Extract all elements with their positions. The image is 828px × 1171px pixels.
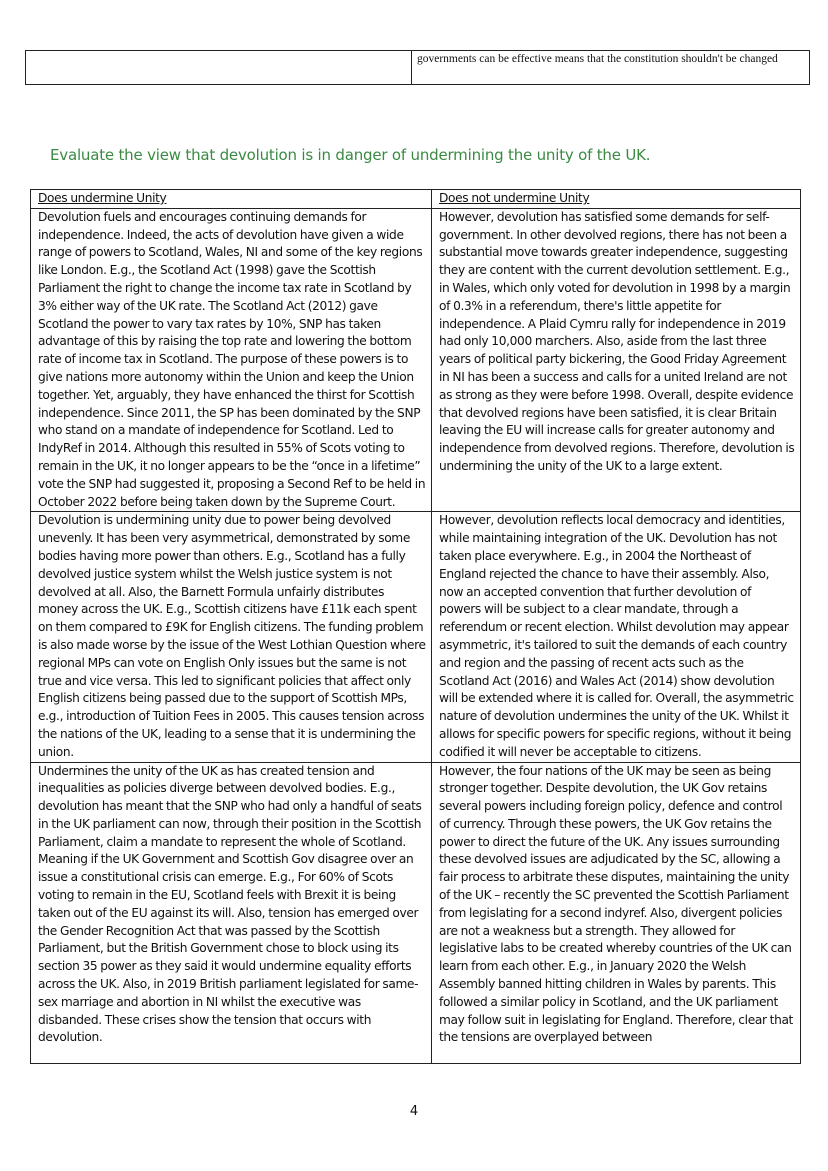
top-table-right-cell: governments can be effective means that the constitution shouldn't be changed [412, 51, 810, 85]
table-row [31, 208, 801, 512]
table-header-row [31, 190, 801, 209]
table-row [31, 762, 801, 1063]
undermine-cell: Devolution is undermining unity due to power being devolved unevenly. It has been very asymmetrical, demonstrated by some bodies having more power than others. E.g., Scotland has a fully devolved justice system whilst the Welsh justice system is not devolved at all. Also, the Barnett Formula unfairly distributes money across the UK. E.g., Scottish citizens have £11k each spent on them compared to £9K for English citizens. The funding problem is also made worse by the issue of the West Lothian Question where regional MPs can vote on English Only issues but the same is not true and vice versa. This led to significant policies that affect only English citizens being passed due to the support of Scottish MPs, e.g., introduction of Tuition Fees in 2005. This causes tension across the nations of the UK, leading to a sense that it is undermining the union. [31, 512, 432, 762]
not-undermine-cell [432, 762, 801, 1063]
page-number: 4 [409, 1104, 419, 1119]
evaluation-table [30, 189, 801, 1064]
undermine-cell-text: Undermines the unity of the UK as has created tension and inequalities as policies diverge between devolved bodies. E.g., devolution has meant that the SNP who had only a handful of seats in the UK parliament can now, through their position in the Scottish Parliament, claim a mandate to represent the whole of Scotland. Meaning if the UK Government and Scottish Gov disagree over an issue a constitutional crisis can emerge. E.g., For 60% of Scots voting to remain in the EU, Scotland feels with Brexit it is being taken out of the EU against its will. Also, tension has emerged over the Gender Recognition Act that was passed by the Scottish Parliament, but the British Government chose to block using its section 35 power as they said it would undermine equality efforts across the UK. Also, in 2019 British parliament legislated for same-sex marriage and abortion in NI whilst the executive was disbanded. These crises show the tension that occurs with devolution. [38, 763, 422, 1045]
undermine-cell: Devolution fuels and encourages continuing demands for independence. Indeed, the acts of devolution have given a wide range of powers to Scotland, Wales, NI and some of the key regions like London. E.g., the Scotland Act (1998) gave the Scottish Parliament the right to change the income tax rate in Scotland by 3% either way of the UK rate. The Scotland Act (2012) gave Scotland the power to vary tax rates by 10%, SNP has taken advantage of this by raising the top rate and lowering the bottom rate of income tax in Scotland. The purpose of these powers is to give nations more autonomy within the Union and keep the Union together. Yet, arguably, they have enhanced the thirst for Scottish independence. Since 2011, the SP has been dominated by the SNP who stand on a mandate of independence for Scotland. Led to IndyRef in 2014. Although this resulted in 55% of Scots voting to remain in the UK, it no longer appears to be the “once in a lifetime” vote the SNP had suggested it, proposing a Second Ref to be held in October 2022 before being taken down by the Supreme Court. [31, 208, 432, 512]
undermine-cell [31, 762, 432, 1063]
not-undermine-cell-text: However, the four nations of the UK may be seen as being stronger together. Despite devolution, the UK Gov retains several powers including foreign policy, defence and control of currency. Through these powers, the UK Gov retains the power to direct the future of the UK. Any issues surrounding these devolved issues are adjudicated by the SC, allowing a fair process to arbitrate these disputes, maintaining the unity of the UK – recently the SC prevented the Scottish Parliament from legislating for a second indyref. Also, divergent policies are not a weakness but a strength. They allowed for legislative labs to be created whereby countries of the UK can learn from each other. E.g., in January 2020 the Welsh Assembly banned hitting children in Wales by parents. This followed a similar policy in Scotland, and the UK parliament may follow suit in legislating for England. Therefore, clear that the tensions are overplayed between [439, 763, 793, 1045]
not-undermine-cell: However, devolution reflects local democracy and identities, while maintaining integration of the UK. Devolution has not taken place everywhere. E.g., in 2004 the Northeast of England rejected the chance to have their assembly. Also, now an accepted convention that further devolution of powers will be subject to a clear mandate, through a referendum or recent election. Whilst devolution may appear asymmetric, it's tailored to suit the demands of each country and region and the passing of recent acts such as the Scotland Act (2016) and Wales Act (2014) show devolution will be extended where it is called for. Overall, the asymmetric nature of devolution undermines the unity of the UK. Whilst it allows for specific powers for specific regions, without it being codified it will never be acceptable to citizens. [432, 512, 801, 762]
column-header-not-undermine: Does not undermine Unity [432, 190, 801, 209]
not-undermine-cell: However, devolution has satisfied some demands for self-government. In other devolved regions, there has not been a substantial move towards greater independence, suggesting they are content with the current devolution settlement. E.g., in Wales, which only voted for devolution in 1998 by a margin of 0.3% in a referendum, there's little appetite for independence. A Plaid Cymru rally for independence in 2019 had only 10,000 marchers. Also, aside from the last three years of political party bickering, the Good Friday Agreement in NI has been a success and calls for a united Ireland are not as strong as they were before 1998. Overall, despite evidence that devolved regions have been satisfied, it is clear Britain leaving the EU will increase calls for greater autonomy and independence from devolved regions. Therefore, devolution is undermining the unity of the UK to a large extent. [432, 208, 801, 512]
top-table-left-cell [26, 51, 412, 85]
previous-page-table [25, 50, 810, 85]
essay-question-heading: Evaluate the view that devolution is in danger of undermining the unity of the UK. [50, 146, 651, 164]
table-row [26, 51, 810, 85]
column-header-undermine: Does undermine Unity [31, 190, 432, 209]
table-row [31, 512, 801, 762]
